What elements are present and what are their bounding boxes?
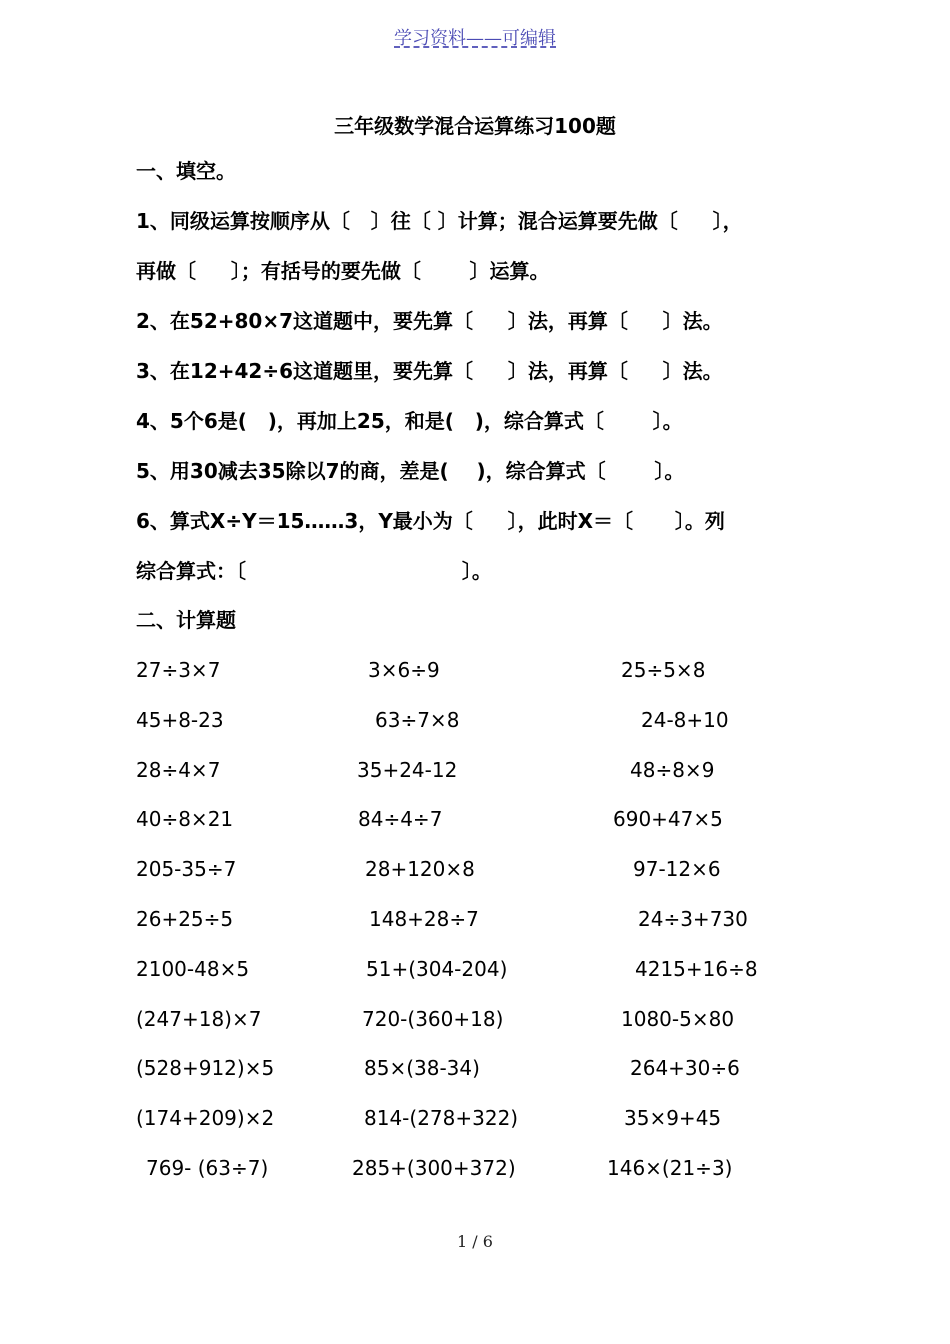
fill-in-line: 3、在12+42÷6这道题里，要先算〔 〕法，再算〔 〕法。 [136,359,723,383]
calc-row [0,906,950,932]
calc-item: 146×(21÷3) [607,1156,733,1180]
calc-item: 97-12×6 [633,857,721,881]
calc-item: 814-(278+322) [364,1106,519,1130]
calc-item: 1080-5×80 [621,1007,735,1031]
worksheet-title: 三年级数学混合运算练习100题 [334,114,616,138]
calc-item: 45+8-23 [136,708,224,732]
fill-in-line: 2、在52+80×7这道题中，要先算〔 〕法，再算〔 〕法。 [136,309,723,333]
page-header [0,24,950,50]
calc-item: 35+24-12 [357,758,458,782]
calc-item: 28÷4×7 [136,758,221,782]
calc-row [0,757,950,783]
header-text: 学习资料——可编辑 [394,28,556,49]
page-number: 1 / 6 [457,1232,493,1251]
calc-item: 28+120×8 [365,857,475,881]
calc-item: 35×9+45 [624,1106,722,1130]
fill-in-line: 5、用30减去35除以7的商，差是( )，综合算式〔 〕。 [136,459,685,483]
calc-item: 148+28÷7 [369,907,479,931]
calc-item: 3×6÷9 [368,658,440,682]
calc-item: 48÷8×9 [630,758,715,782]
calc-item: 40÷8×21 [136,807,234,831]
calc-item: 264+30÷6 [630,1056,740,1080]
fill-in-line: 再做〔 〕；有括号的要先做〔 〕运算。 [136,259,550,283]
calc-row [0,1006,950,1032]
calc-item: 25÷5×8 [621,658,706,682]
calc-row [0,707,950,733]
section-calculation-heading: 二、计算题 [136,608,236,632]
calc-item: 769- (63÷7) [146,1156,269,1180]
calc-row [0,806,950,832]
fill-in-line: 4、5个6是( )，再加上25，和是( )，综合算式〔 〕。 [136,409,683,433]
fill-in-line: 1、同级运算按顺序从〔 〕往〔 〕计算；混合运算要先做〔 〕， [136,209,743,233]
calc-item: 51+(304-204) [366,957,508,981]
calc-row [0,1105,950,1131]
calc-item: 285+(300+372) [352,1156,516,1180]
calc-item: 24÷3+730 [638,907,748,931]
fill-in-line: 6、算式X÷Y＝15……3，Y最小为〔 〕，此时X＝〔 〕。列 [136,509,725,533]
calc-row [0,956,950,982]
calc-row [0,657,950,683]
calc-row [0,1155,950,1181]
calc-item: 26+25÷5 [136,907,234,931]
calc-item: 720-(360+18) [362,1007,504,1031]
fill-in-line: 综合算式：〔 〕。 [136,559,492,583]
calc-row [0,1055,950,1081]
calc-item: 24-8+10 [641,708,729,732]
calc-item: 690+47×5 [613,807,723,831]
calc-item: 84÷4÷7 [358,807,443,831]
calc-item: 4215+16÷8 [635,957,758,981]
calc-row [0,856,950,882]
calc-item: (247+18)×7 [136,1007,262,1031]
calc-item: 85×(38-34) [364,1056,480,1080]
calc-item: (528+912)×5 [136,1056,275,1080]
calc-item: 63÷7×8 [375,708,460,732]
calc-item: 205-35÷7 [136,857,237,881]
calc-item: 2100-48×5 [136,957,250,981]
calc-item: 27÷3×7 [136,658,221,682]
calc-item: (174+209)×2 [136,1106,275,1130]
section-fill-in-heading: 一、填空。 [136,159,236,183]
